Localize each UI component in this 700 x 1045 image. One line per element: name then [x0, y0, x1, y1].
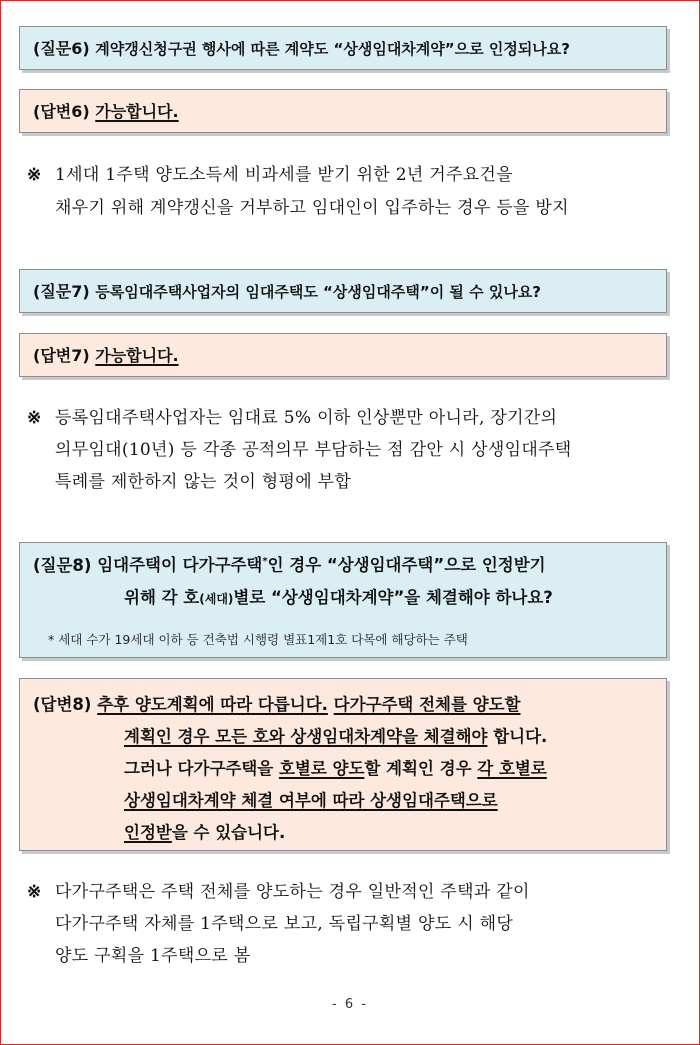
answer-7-box: [19, 333, 667, 377]
answer-8-box: [19, 678, 667, 851]
note-7-mark: ※: [27, 408, 42, 428]
note-7-line-2: 의무임대(10년) 등 각종 공적의무 부담하는 점 감안 시 상생임대주택: [55, 440, 572, 460]
note-8-line-3: 양도 구획을 1주택으로 봄: [55, 946, 251, 966]
answer-7-text: [33, 348, 179, 364]
question-7-text: [33, 284, 541, 300]
question-6-tag: (질문6): [33, 39, 90, 58]
answer-6-body: 가능합니다.: [95, 102, 179, 121]
answer-8-tag: (답변8): [33, 695, 92, 714]
question-7-box: [19, 269, 667, 313]
question-6-box: [19, 26, 667, 70]
note-6-line-1: ※ 1세대 1주택 양도소득세 비과세를 받기 위한 2년 거주요건을: [27, 165, 513, 185]
answer-7-body: 가능합니다.: [95, 346, 179, 365]
answer-8-line-2: 계획인 경우 모든 호와 상생임대차계약을 체결해야 합니다.: [124, 727, 548, 746]
note-6-mark: ※: [27, 165, 42, 185]
question-6-text: [33, 41, 570, 57]
answer-6-tag: (답변6): [33, 102, 90, 121]
question-8-line-1: (질문8) 임대주택이 다가구주택*인 경우 “상생임대주택”으로 인정받기: [33, 555, 546, 575]
question-7-tag: (질문7): [33, 282, 90, 301]
note-6-line-2: 채우기 위해 계약갱신을 거부하고 임대인이 입주하는 경우 등을 방지: [55, 198, 569, 218]
answer-7-tag: (답변7): [33, 346, 90, 365]
answer-6-box: [19, 89, 667, 133]
page-number: - 6 -: [332, 997, 368, 1012]
note-8-line-2: 다가구주택 자체를 1주택으로 보고, 독립구획별 양도 시 해당: [55, 914, 514, 934]
answer-6-text: [33, 104, 179, 120]
answer-8-line-1: (답변8) 추후 양도계획에 따라 다릅니다. 다가구주택 전체를 양도할: [33, 691, 521, 715]
note-8-line-1: ※ 다가구주택은 주택 전체를 양도하는 경우 일반적인 주택과 같이: [27, 882, 530, 902]
question-8-tag: (질문8): [33, 555, 92, 575]
note-8-mark: ※: [27, 882, 42, 902]
question-8-box: [19, 542, 667, 658]
question-6-body: 계약갱신청구권 행사에 따른 계약도 “상생임대차계약”으로 인정되나요?: [95, 40, 570, 58]
answer-8-line-3: 그러나 다가구주택을 호별로 양도할 계획인 경우 각 호별로: [124, 759, 547, 778]
question-8-line-2: 위해 각 호(세대)별로 “상생임대차계약”을 체결해야 하나요?: [124, 588, 553, 607]
question-7-body: 등록임대주택사업자의 임대주택도 “상생임대주택”이 될 수 있나요?: [95, 283, 542, 301]
question-8-footnote: * 세대 수가 19세대 이하 등 건축법 시행령 별표1제1호 다목에 해당하는 주택: [48, 632, 468, 647]
answer-8-line-5: 인정받을 수 있습니다.: [124, 823, 286, 842]
answer-8-line-4: 상생임대차계약 체결 여부에 따라 상생임대주택으로: [124, 791, 498, 810]
footnote-marker: *: [262, 556, 268, 567]
note-7-line-3: 특례를 제한하지 않는 것이 형평에 부합: [55, 472, 352, 492]
note-7-line-1: ※ 등록임대주택사업자는 임대료 5% 이하 인상뿐만 아니라, 장기간의: [27, 408, 558, 428]
